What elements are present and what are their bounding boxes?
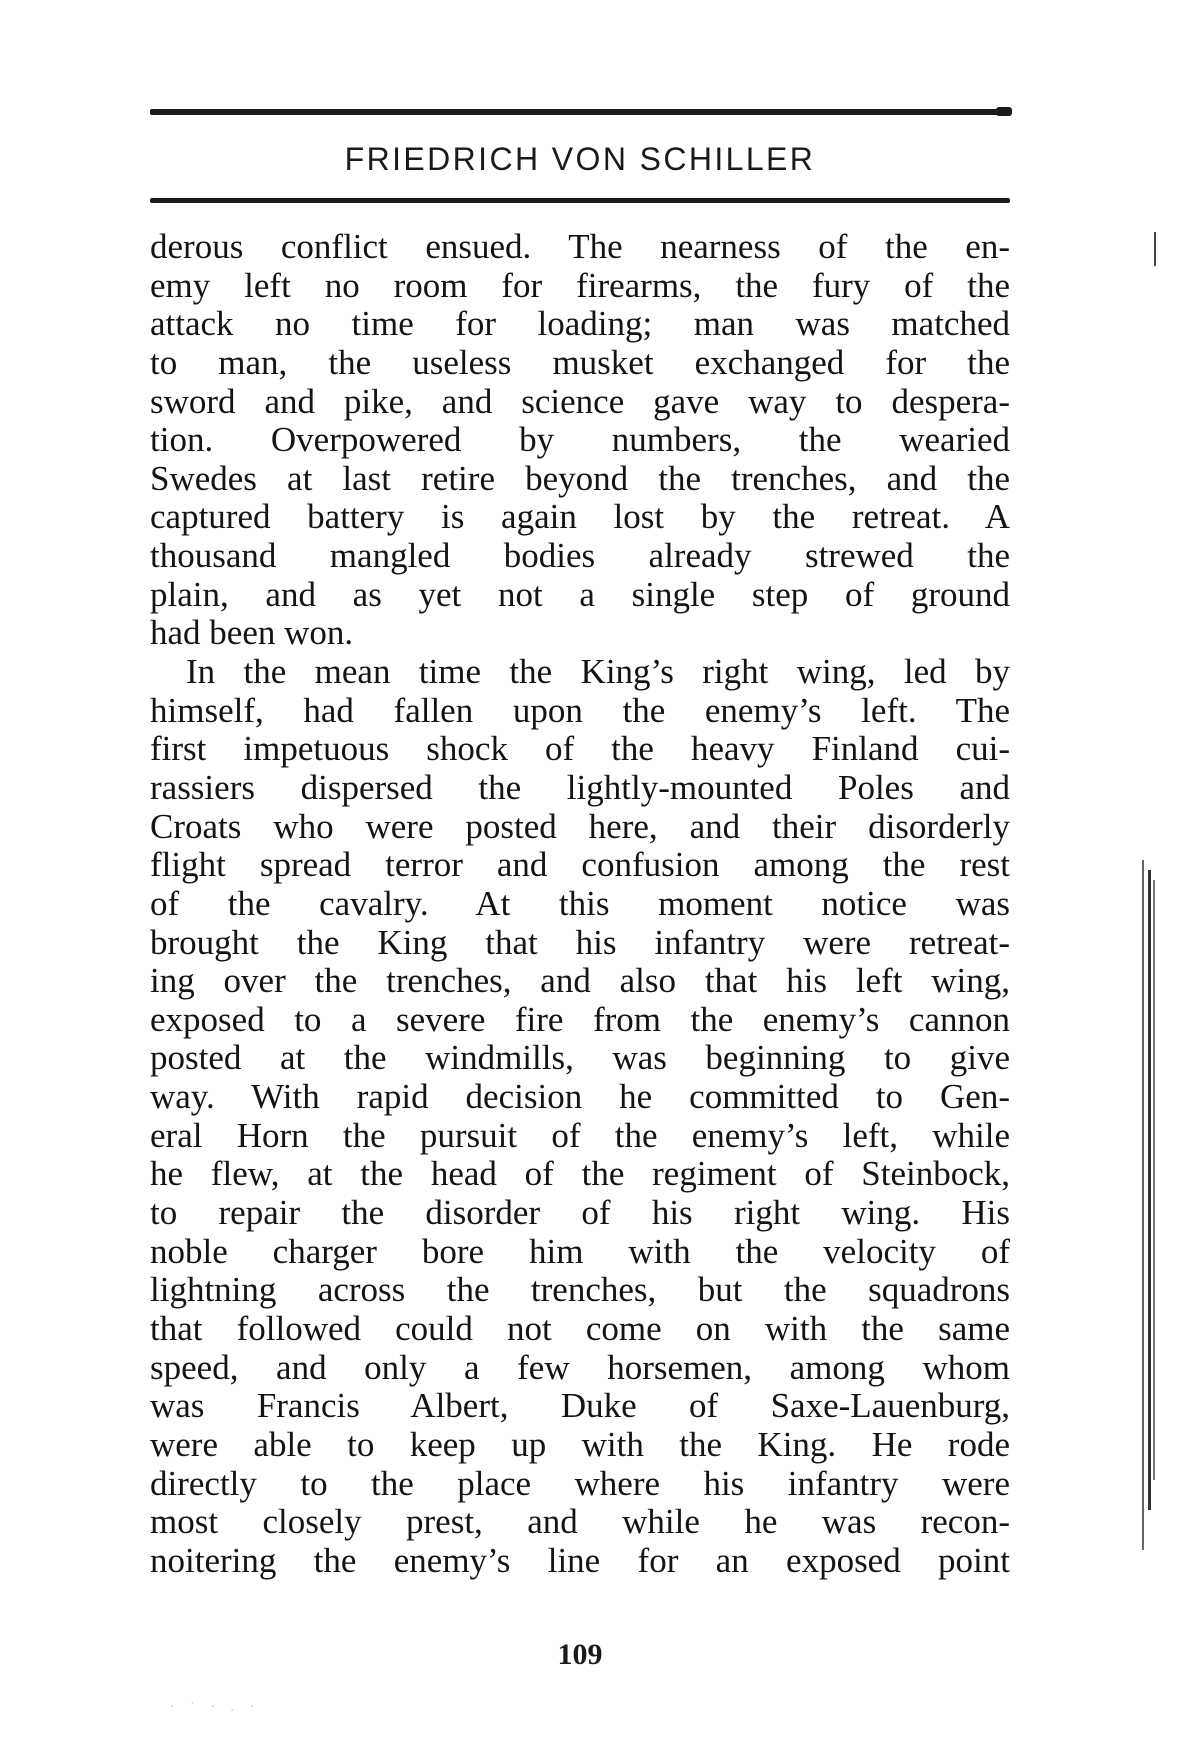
header-top-rule bbox=[150, 109, 1010, 115]
text-line: eral Horn the pursuit of the enemy’s left, while bbox=[150, 1116, 1010, 1155]
text-line: lightning across the trenches, but the squadrons bbox=[150, 1271, 1010, 1310]
margin-mark bbox=[1154, 232, 1156, 266]
text-line: to repair the disorder of his right wing. His bbox=[150, 1194, 1010, 1233]
text-line: Swedes at last retire beyond the trenches, and the bbox=[150, 459, 1010, 498]
text-line: speed, and only a few horsemen, among whom bbox=[150, 1348, 1010, 1387]
text-line: himself, had fallen upon the enemy’s left. The bbox=[150, 691, 1010, 730]
text-line: thousand mangled bodies already strewed the bbox=[150, 537, 1010, 576]
binding-shadow bbox=[1148, 870, 1151, 1510]
header-bottom-rule bbox=[150, 198, 1010, 203]
text-line: ing over the trenches, and also that his left wing, bbox=[150, 962, 1010, 1001]
text-line: plain, and as yet not a single step of ground bbox=[150, 575, 1010, 614]
text-line: flight spread terror and confusion among the rest bbox=[150, 846, 1010, 885]
text-line: to man, the useless musket exchanged for the bbox=[150, 343, 1010, 382]
text-line: sword and pike, and science gave way to despera- bbox=[150, 382, 1010, 421]
text-line: exposed to a severe fire from the enemy’s cannon bbox=[150, 1000, 1010, 1039]
text-line: brought the King that his infantry were retreat- bbox=[150, 923, 1010, 962]
text-line: Croats who were posted here, and their disorderly bbox=[150, 807, 1010, 846]
text-line: was Francis Albert, Duke of Saxe-Lauenburg, bbox=[150, 1387, 1010, 1426]
text-line: first impetuous shock of the heavy Finland cui- bbox=[150, 730, 1010, 769]
text-line: derous conflict ensued. The nearness of the en- bbox=[150, 228, 1010, 266]
text-line: attack no time for loading; man was matched bbox=[150, 305, 1010, 344]
text-line: captured battery is again lost by the retreat. A bbox=[150, 498, 1010, 537]
text-line: tion. Overpowered by numbers, the wearied bbox=[150, 421, 1010, 460]
text-line: In the mean time the King’s right wing, led by bbox=[186, 653, 1010, 692]
text-line: of the cavalry. At this moment notice was bbox=[150, 884, 1010, 923]
text-line: had been won. bbox=[150, 614, 354, 653]
page-number: 109 bbox=[557, 1638, 603, 1671]
body-text bbox=[150, 228, 1010, 1580]
text-line: were able to keep up with the King. He rode bbox=[150, 1425, 1010, 1464]
text-line: he flew, at the head of the regiment of Steinbock, bbox=[150, 1155, 1010, 1194]
header-top-rule-end bbox=[996, 107, 1012, 116]
text-line: directly to the place where his infantry were bbox=[150, 1464, 1010, 1503]
text-line: posted at the windmills, was beginning to give bbox=[150, 1039, 1010, 1078]
text-line: rassiers dispersed the lightly-mounted Poles and bbox=[150, 768, 1010, 807]
paper-specks: · ˙ · . · bbox=[170, 1700, 261, 1715]
text-line: noitering the enemy’s line for an exposed point bbox=[150, 1541, 1010, 1580]
running-head: FRIEDRICH VON SCHILLER bbox=[344, 141, 816, 177]
text-line: emy left no room for firearms, the fury of the bbox=[150, 266, 1010, 305]
text-line: that followed could not come on with the same bbox=[150, 1309, 1010, 1348]
text-line: noble charger bore him with the velocity of bbox=[150, 1232, 1010, 1271]
binding-shadow bbox=[1153, 880, 1155, 1480]
text-line: most closely prest, and while he was recon- bbox=[150, 1503, 1010, 1542]
text-line: way. With rapid decision he committed to Gen- bbox=[150, 1078, 1010, 1117]
binding-shadow bbox=[1142, 860, 1144, 1550]
